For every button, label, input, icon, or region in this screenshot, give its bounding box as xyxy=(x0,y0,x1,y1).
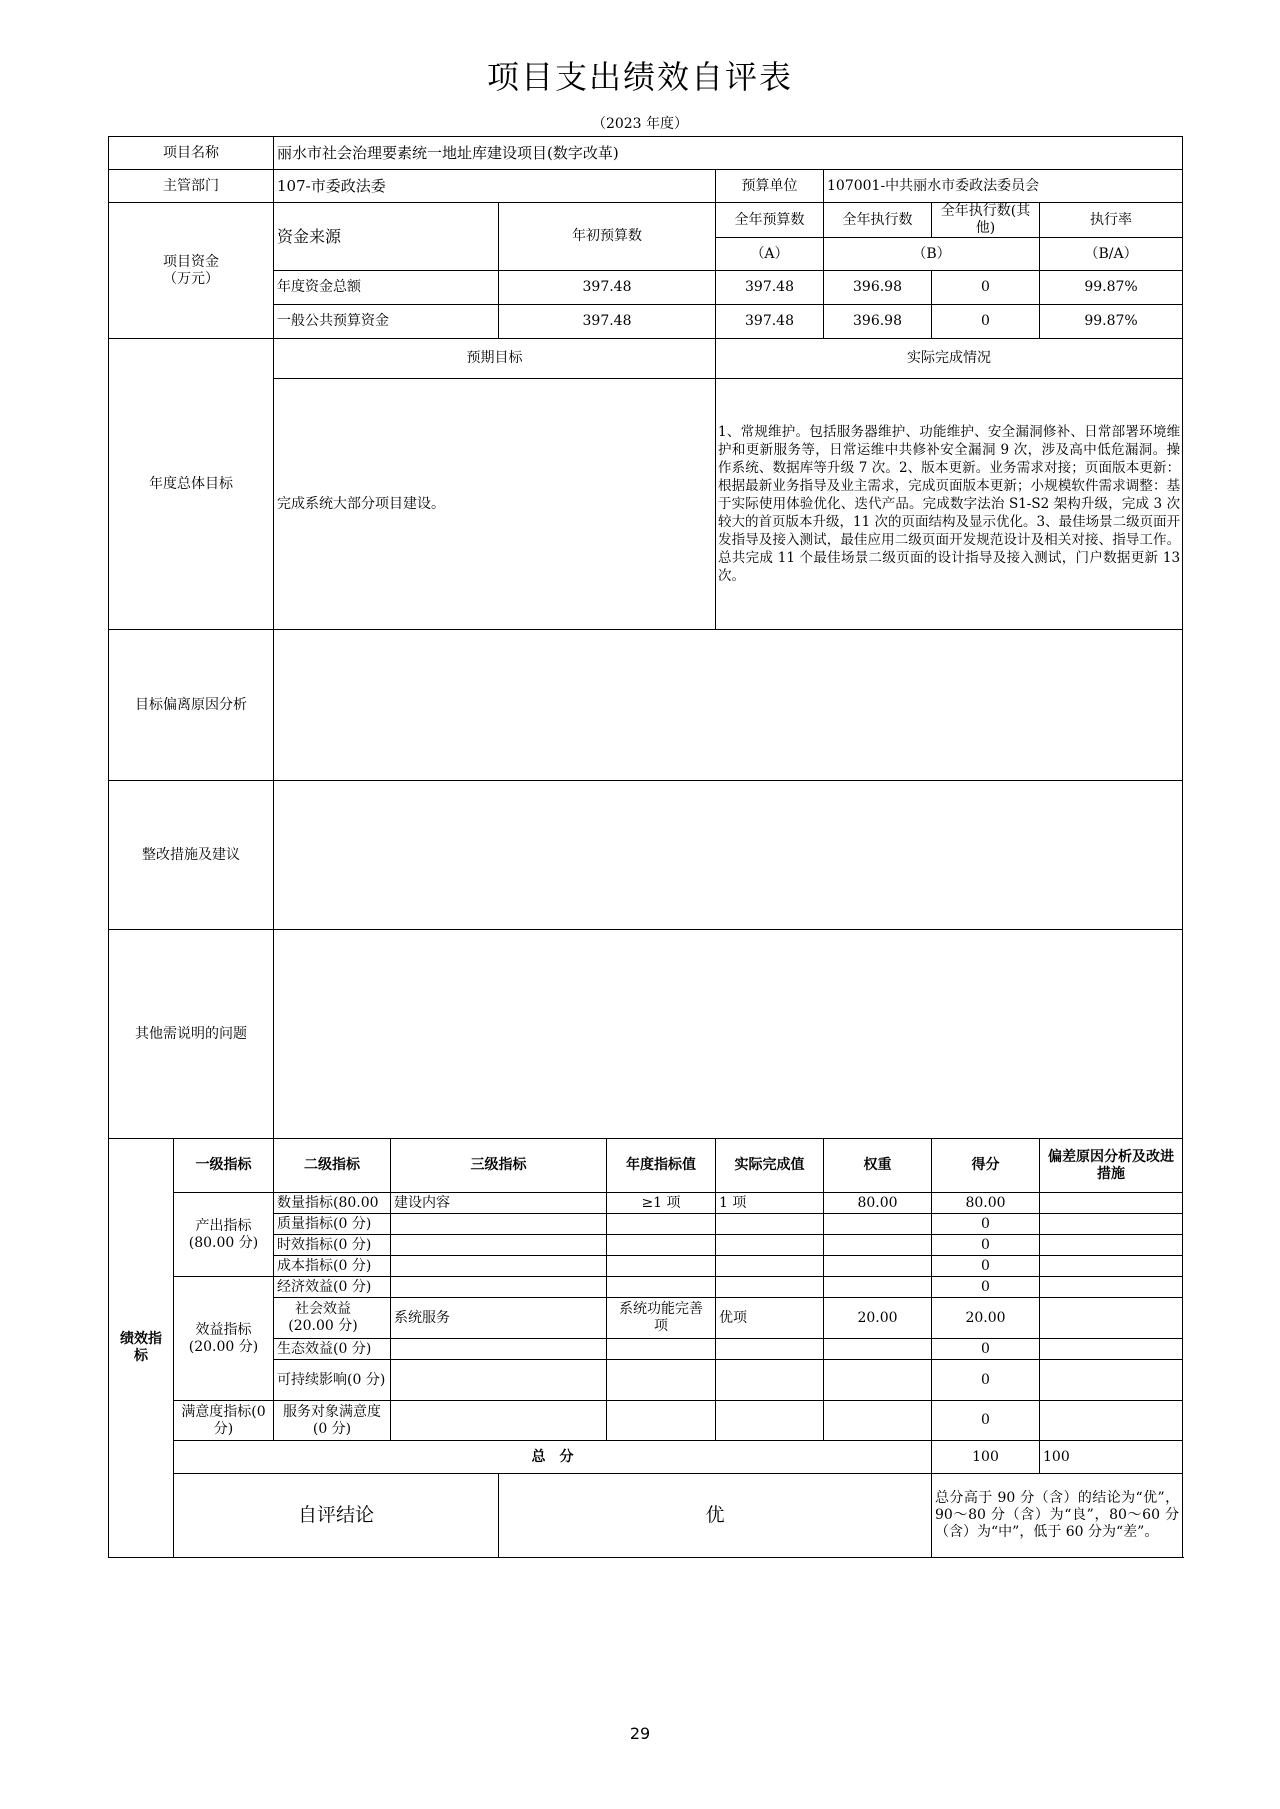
funds-source: 一般公共预算资金 xyxy=(274,305,499,339)
funds-source: 年度资金总额 xyxy=(274,271,499,305)
level2-cell: 数量指标(80.00 xyxy=(274,1193,391,1214)
funds-initial: 397.48 xyxy=(499,271,716,305)
funds-rate-header: 执行率 xyxy=(1040,203,1183,238)
score-cell: 0 xyxy=(932,1401,1040,1441)
satisfaction-level2: 服务对象满意度(0 分) xyxy=(274,1401,391,1441)
other-issues-label: 其他需说明的问题 xyxy=(109,930,274,1139)
funds-executed: 396.98 xyxy=(824,305,932,339)
conclusion-label: 自评结论 xyxy=(174,1474,499,1558)
funds-rate: 99.87% xyxy=(1040,305,1183,339)
header-weight: 权重 xyxy=(824,1139,932,1193)
funds-executed-header: 全年执行数 xyxy=(824,203,932,238)
unit-label: 预算单位 xyxy=(716,170,824,203)
total-label: 总 分 xyxy=(174,1441,932,1474)
funds-source-header: 资金来源 xyxy=(274,203,499,271)
level2-cell: 可持续影响(0 分) xyxy=(274,1360,391,1401)
satisfaction-label: 满意度指标(0 分) xyxy=(174,1401,274,1441)
funds-other: 0 xyxy=(932,271,1040,305)
funds-initial-header: 年初预算数 xyxy=(499,203,716,271)
funds-label-text: 项目资金（万元） xyxy=(163,253,219,287)
total-weight: 100 xyxy=(932,1441,1040,1474)
score-cell: 0 xyxy=(932,1235,1040,1256)
level2-cell: 质量指标(0 分) xyxy=(274,1214,391,1235)
score-cell: 0 xyxy=(932,1339,1040,1360)
deviation-label: 目标偏离原因分析 xyxy=(109,630,274,781)
performance-label xyxy=(109,1139,174,1558)
conclusion-note: 总分高于 90 分（含）的结论为“优”，90～80 分（含）为“良”，80～60 分（含）为“中”，低于 60 分为“差”。 xyxy=(932,1474,1183,1558)
table-row xyxy=(109,1193,1183,1214)
output-label xyxy=(174,1193,274,1277)
header-level3: 三级指标 xyxy=(391,1139,607,1193)
level2-cell xyxy=(274,1298,391,1339)
actual-header: 实际完成情况 xyxy=(716,339,1183,379)
total-score: 100 xyxy=(1040,1441,1183,1474)
funds-other-header: 全年执行数(其他) xyxy=(932,203,1040,238)
level3-cell: 建设内容 xyxy=(391,1193,607,1214)
funds-rate: 99.87% xyxy=(1040,271,1183,305)
output-label-text: 产出指标(80.00 分) xyxy=(188,1217,259,1251)
deviation-value xyxy=(274,630,1183,781)
report-year: （2023 年度） xyxy=(591,116,689,132)
score-cell: 80.00 xyxy=(932,1193,1040,1214)
funds-annual-header: 全年预算数 xyxy=(716,203,824,238)
funds-other: 0 xyxy=(932,305,1040,339)
funds-sub-ba: （B/A） xyxy=(1040,238,1183,271)
funds-initial: 397.48 xyxy=(499,305,716,339)
funds-executed: 396.98 xyxy=(824,271,932,305)
project-name-label: 项目名称 xyxy=(109,137,274,170)
rectification-value xyxy=(274,781,1183,930)
funds-annual: 397.48 xyxy=(716,271,824,305)
score-cell: 0 xyxy=(932,1277,1040,1298)
level2-cell: 经济效益(0 分) xyxy=(274,1277,391,1298)
benefit-label xyxy=(174,1277,274,1401)
target-cell-text: 系统功能完善项 xyxy=(619,1301,703,1334)
header-actual: 实际完成值 xyxy=(716,1139,824,1193)
level2-cell: 时效指标(0 分) xyxy=(274,1235,391,1256)
header-score: 得分 xyxy=(932,1139,1040,1193)
expected-goal: 完成系统大部分项目建设。 xyxy=(274,379,716,630)
level2-cell: 生态效益(0 分) xyxy=(274,1339,391,1360)
weight-cell: 20.00 xyxy=(824,1298,932,1339)
target-cell xyxy=(607,1298,716,1339)
header-reason: 偏差原因分析及改进措施 xyxy=(1040,1139,1183,1193)
level2-cell: 成本指标(0 分) xyxy=(274,1256,391,1277)
project-name: 丽水市社会治理要素统一地址库建设项目(数字改革) xyxy=(274,137,1183,170)
conclusion-value: 优 xyxy=(499,1474,932,1558)
table-row xyxy=(109,1401,1183,1441)
goals-label: 年度总体目标 xyxy=(109,339,274,630)
score-cell: 20.00 xyxy=(932,1298,1040,1339)
score-cell: 0 xyxy=(932,1256,1040,1277)
level2-cell-text: 社会效益(20.00 分) xyxy=(288,1301,358,1334)
benefit-label-text: 效益指标(20.00 分) xyxy=(188,1321,259,1355)
header-level2: 二级指标 xyxy=(274,1139,391,1193)
evaluation-table xyxy=(108,136,1183,1558)
reason-cell xyxy=(1040,1193,1183,1214)
target-cell: ≥1 项 xyxy=(607,1193,716,1214)
performance-label-text: 绩效指标 xyxy=(120,1331,162,1364)
level3-cell: 系统服务 xyxy=(391,1298,607,1339)
funds-sub-a: （A） xyxy=(716,238,824,271)
dept-value: 107-市委政法委 xyxy=(274,170,716,203)
weight-cell: 80.00 xyxy=(824,1193,932,1214)
unit-value: 107001-中共丽水市委政法委员会 xyxy=(824,170,1183,203)
score-cell: 0 xyxy=(932,1360,1040,1401)
header-level1: 一级指标 xyxy=(174,1139,274,1193)
table-row xyxy=(109,1277,1183,1298)
expected-header: 预期目标 xyxy=(274,339,716,379)
funds-annual: 397.48 xyxy=(716,305,824,339)
funds-label xyxy=(109,203,274,339)
actual-cell: 优项 xyxy=(716,1298,824,1339)
other-issues-value xyxy=(274,930,1183,1139)
funds-sub-b: （B） xyxy=(824,238,1040,271)
score-cell: 0 xyxy=(932,1214,1040,1235)
header-target: 年度指标值 xyxy=(607,1139,716,1193)
actual-cell: 1 项 xyxy=(716,1193,824,1214)
page-number: 29 xyxy=(629,1724,651,1743)
rectification-label: 整改措施及建议 xyxy=(109,781,274,930)
page-title: 项目支出绩效自评表 xyxy=(486,58,793,96)
dept-label: 主管部门 xyxy=(109,170,274,203)
actual-result: 1、常规维护。包括服务器维护、功能维护、安全漏洞修补、日常部署环境维护和更新服务等，日常运维中共修补安全漏洞 9 次，涉及高中低危漏洞。操作系统、数据库等升级 7 次。2、版本更新。业务需求对接；页面版本更新：根据最新业务指导及业主需求，完成页面版本更新；小规模软件需求调整：基于实际使用体验优化、迭代产品。完成数字法治 S1-S2 架构升级，完成 3 次较大的首页版本升级，11 次的页面结构及显示优化。3、最佳场景二级页面开发指导及接入测试，最佳应用二级页面开发规范设计及相关对接、指导工作。总共完成 11 个最佳场景二级页面的设计指导及接入测试，门户数据更新 13 次。 xyxy=(716,379,1183,630)
